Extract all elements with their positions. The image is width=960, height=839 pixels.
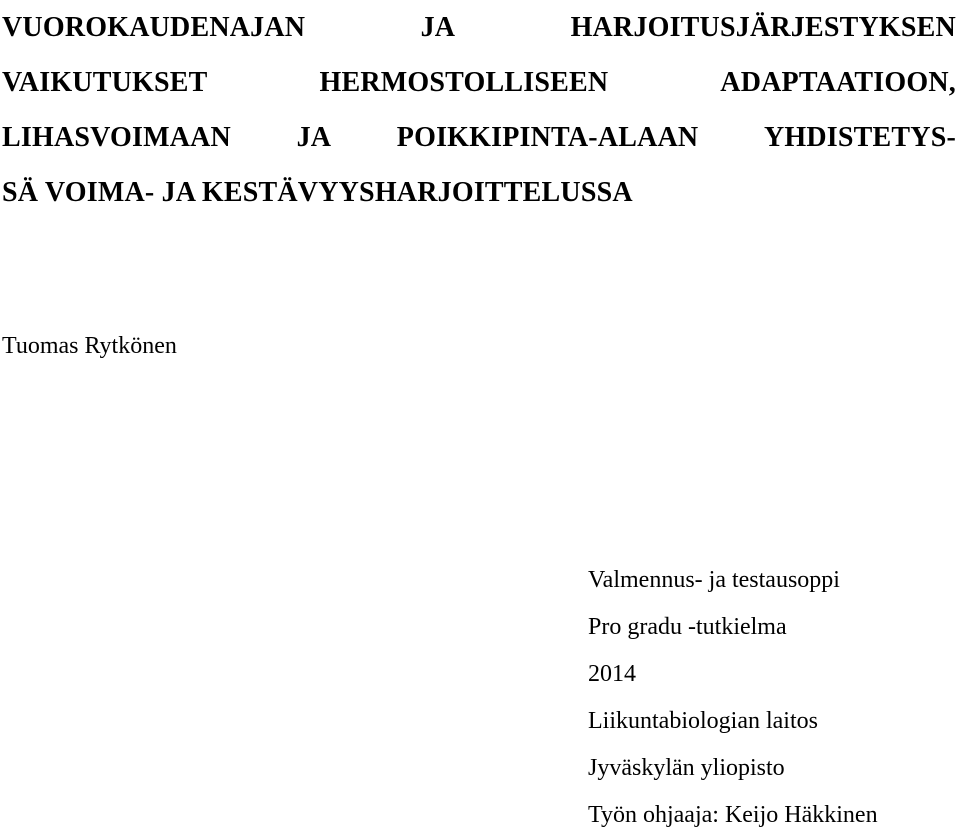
year-line: 2014 (588, 661, 636, 687)
title-word: VUOROKAUDENAJAN (2, 12, 306, 43)
subject-line: Valmennus- ja testausoppi (588, 567, 840, 593)
title-word: ADAPTAATIOON, (720, 67, 956, 98)
title-line-2 (2, 55, 956, 110)
supervisor-line: Työn ohjaaja: Keijo Häkkinen (588, 802, 878, 828)
title-word: LIHASVOIMAAN (2, 122, 231, 153)
author-name: Tuomas Rytkönen (2, 333, 177, 359)
title-word: VAIKUTUKSET (2, 67, 208, 98)
title-word: JA (420, 12, 456, 43)
title-word: HERMOSTOLLISEEN (319, 67, 609, 98)
title-word: JA (296, 122, 332, 153)
title-line-1 (2, 0, 956, 55)
title-word: POIKKIPINTA-ALAAN (396, 122, 699, 153)
department-line: Liikuntabiologian laitos (588, 708, 818, 734)
title-line-4: SÄ VOIMA- JA KESTÄVYYSHARJOITTELUSSA (2, 177, 633, 208)
thesis-type-line: Pro gradu -tutkielma (588, 614, 787, 640)
title-word: HARJOITUSJÄRJESTYKSEN (570, 12, 956, 43)
title-word: YHDISTETYS- (763, 122, 956, 153)
thesis-title (2, 0, 956, 220)
thesis-info (588, 557, 878, 839)
title-line-3 (2, 110, 956, 165)
university-line: Jyväskylän yliopisto (588, 755, 785, 781)
